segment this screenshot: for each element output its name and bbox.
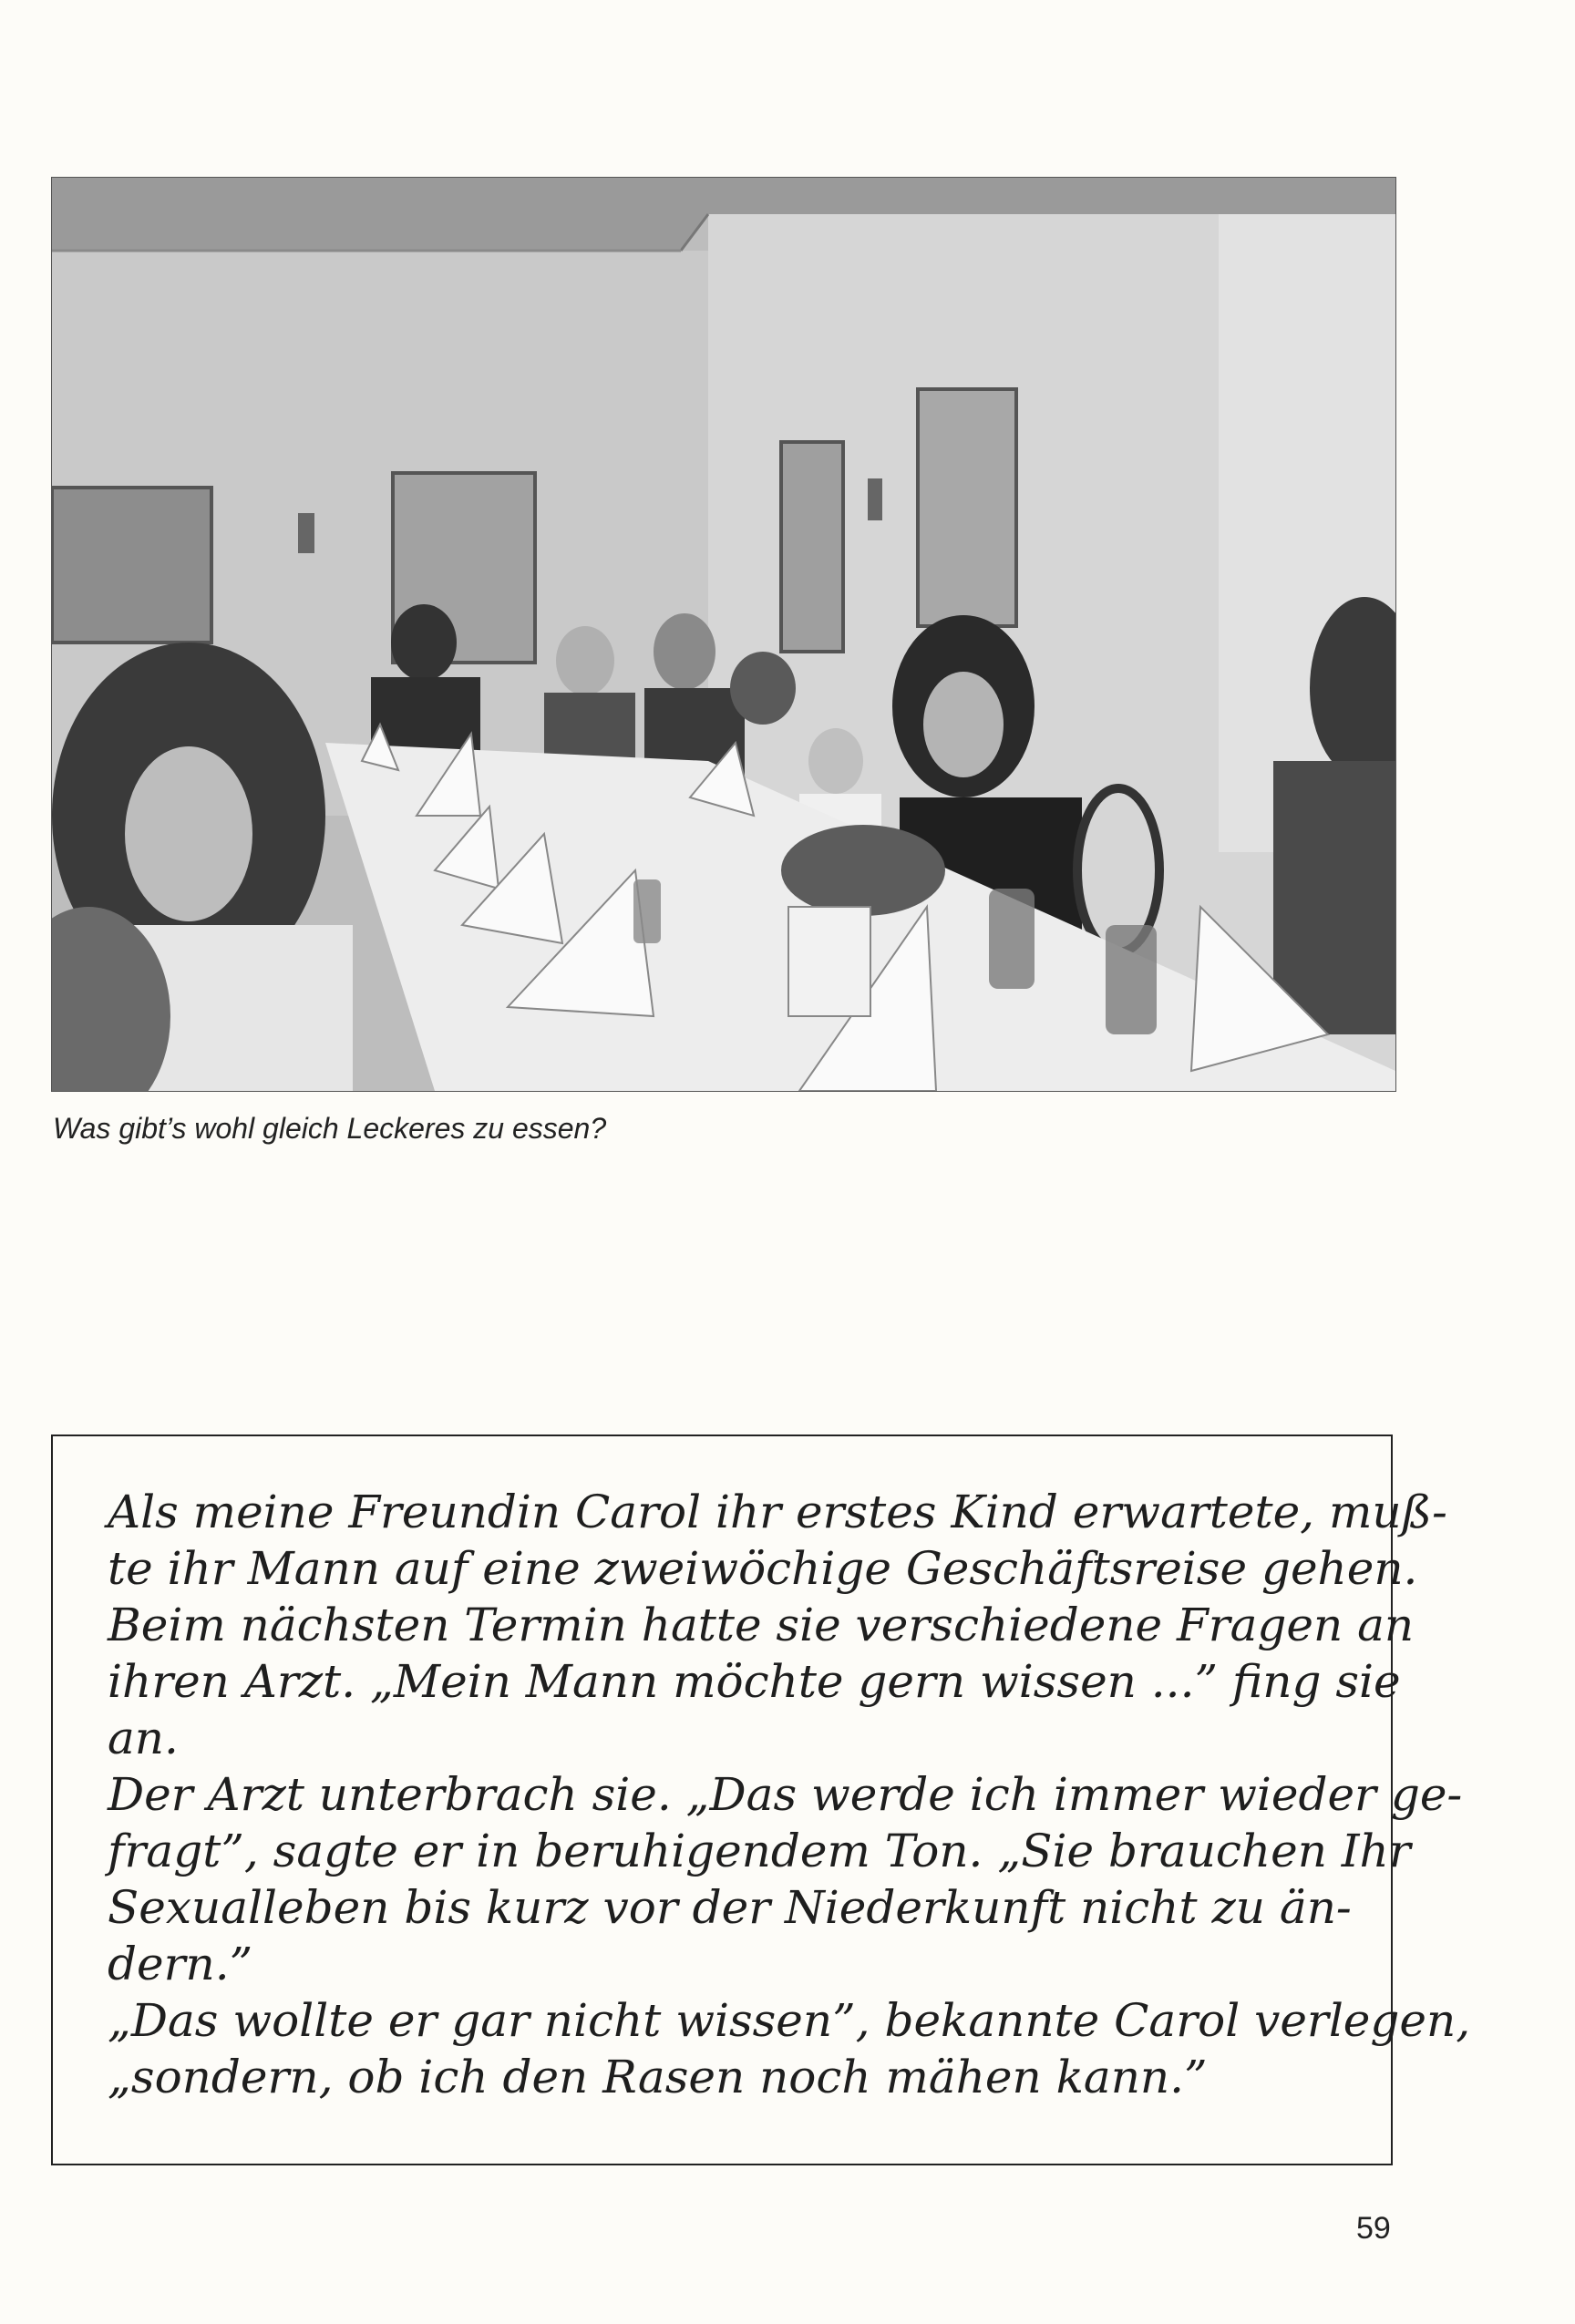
anecdote-line: te ihr Mann auf eine zweiwöchige Geschäftsreise gehen. — [108, 1542, 1418, 1595]
anecdote-line: fragt”, sagte er in beruhigendem Ton. „Sie brauchen Ihr — [108, 1825, 1411, 1877]
page-number: 59 — [1356, 2211, 1391, 2246]
banquet-photo — [51, 177, 1396, 1092]
anecdote-line: ihren Arzt. „Mein Mann möchte gern wissen ...” fing sie — [108, 1655, 1401, 1708]
anecdote-line: Der Arzt unterbrach sie. „Das werde ich immer wieder ge- — [108, 1768, 1463, 1821]
anecdote-line: an. — [108, 1712, 179, 1764]
anecdote-line: „Das wollte er gar nicht wissen”, bekannte Carol verlegen, — [108, 1994, 1471, 2047]
anecdote-box — [51, 1435, 1471, 2165]
photo-caption: Was gibt’s wohl gleich Leckeres zu essen? — [53, 1112, 607, 1145]
photo-illustration — [52, 178, 1395, 1091]
anecdote-line: Als meine Freundin Carol ihr erstes Kind erwartete, muß- — [108, 1486, 1447, 1538]
anecdote-line: dern.” — [108, 1938, 253, 1990]
anecdote-line: „sondern, ob ich den Rasen noch mähen kann.” — [108, 2051, 1208, 2103]
anecdote-line: Sexualleben bis kurz vor der Niederkunft nicht zu än- — [108, 1881, 1352, 1934]
anecdote-line: Beim nächsten Termin hatte sie verschiedene Fragen an — [108, 1599, 1415, 1651]
